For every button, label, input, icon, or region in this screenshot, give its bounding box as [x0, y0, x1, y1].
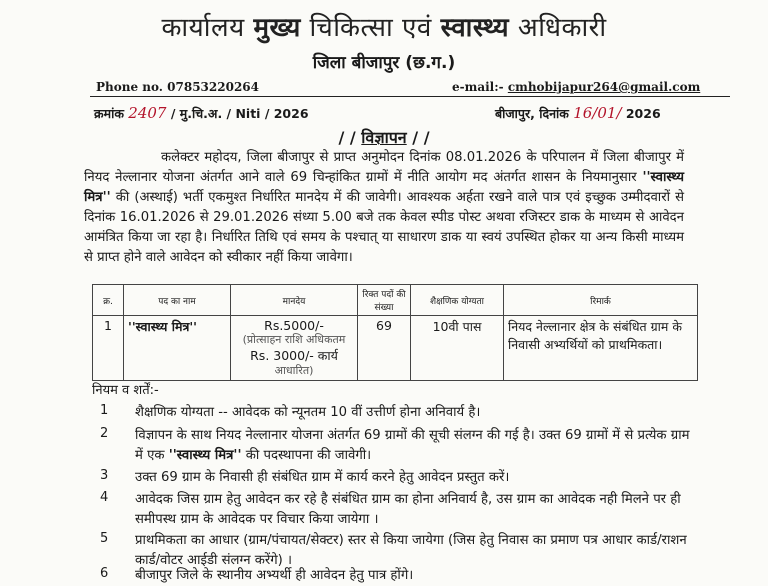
heading-text: विज्ञापन — [361, 128, 407, 147]
pay-incentive: Rs. 3000/- कार्य — [250, 348, 338, 363]
cell-vacancies: 69 — [358, 316, 411, 381]
reference-prefix: क्रमांक — [94, 106, 124, 121]
condition-text: की पदस्थापना की जावेगी। — [245, 448, 372, 463]
pay-note: आधारित) — [274, 364, 314, 377]
condition-number: 1 — [100, 403, 109, 418]
notice-heading — [0, 126, 768, 148]
cell-sno: 1 — [93, 316, 124, 381]
pay-amount: Rs.5000/- — [264, 318, 324, 333]
reference-suffix: / मु.चि.अ. / Niti / 2026 — [170, 106, 309, 121]
title-word: अधिकारी — [517, 13, 607, 43]
condition-item: उक्त 69 ग्राम के निवासी ही संबंधित ग्राम में कार्य करने हेतु आवेदन प्रस्तुत करें। — [135, 470, 510, 485]
col-header-vacancies: रिक्त पदों की संख्या — [358, 285, 411, 316]
title-word: स्वास्थ्य — [440, 13, 510, 43]
conditions-heading: नियम व शर्तें:- — [92, 383, 159, 398]
condition-text: विज्ञापन के साथ नियद नेल्लानार योजना अंतर्गत 69 ग्रामों की सूची संलग्न की गई है। उक्त 69 ग्रामों में से प्रत्येक ग्राम में एक — [135, 428, 690, 463]
paragraph-text: की (अस्थाई) भर्ती एकमुश्त निर्धारित मानदेय में की जावेगी। आवश्यक अर्हता रखने वाले पात्र एवं इच्छुक उम्मीदवारों से दिनांक 16.01.2026 से 29.01.2026 संध्या 5.00 बजे तक केवल स्पीड पोस्ट अथवा रजिस्टर डाक के माध्यम से आवेदन आमंत्रित किया जा रहा है। निर्धारित तिथि एवं समय के पश्चात् या साधारण डाक या स्वयं उपस्थित होकर या अन्य किसी माध्यम से प्राप्त होने वाले आवेदन को स्वीकार नहीं किया जावेगा। — [84, 190, 684, 265]
email-line — [452, 80, 700, 94]
title-word: कार्यालय — [161, 13, 245, 43]
condition-item: बीजापुर जिले के स्थानीय अभ्यर्थी ही आवेदन हेतु पात्र होंगे। — [135, 568, 414, 583]
col-header-sno: क्र. — [93, 285, 124, 316]
condition-item: प्राथमिकता का आधार (ग्राम/पंचायत/सेक्टर) स्तर से किया जायेगा (जिस हेतु निवास का प्रमाण पत्र आधार कार्ड/राशन कार्ड/वोटर आईडी संलग्न करेंगे) । — [135, 533, 687, 568]
cell-pay — [231, 316, 358, 381]
condition-item: आवेदक जिस ग्राम हेतु आवेदन कर रहे है संबंधित ग्राम का होना अनिवार्य है, उस ग्राम का आवेदक नही मिलने पर ही समीपस्थ ग्राम के आवेदक पर विचार किया जायेगा । — [135, 492, 681, 527]
email-address[interactable]: cmhobijapur264@gmail.com — [507, 80, 701, 94]
post-name-bold: ''स्वास्थ्य मित्र'' — [84, 170, 684, 205]
condition-number: 2 — [100, 426, 109, 441]
email-label: e-mail:- — [452, 80, 504, 94]
condition-number: 3 — [100, 468, 109, 483]
vacancy-table — [92, 284, 698, 381]
heading-slashes: / / — [412, 128, 430, 147]
cell-post: ''स्वास्थ्य मित्र'' — [124, 316, 231, 381]
notice-paragraph — [84, 148, 684, 268]
pay-note: (प्रोत्साहन राशि अधिकतम — [242, 333, 346, 346]
reference-date — [495, 104, 661, 122]
header-divider — [90, 96, 730, 97]
table-row — [93, 316, 698, 381]
condition-number: 6 — [100, 566, 109, 581]
cell-remark: नियद नेल्लानार क्षेत्र के संबंधित ग्राम के निवासी अभ्यर्थियों को प्राथमिकता। — [504, 316, 698, 381]
col-header-qualification: शैक्षणिक योग्यता — [411, 285, 504, 316]
cell-qualification: 10वी पास — [411, 316, 504, 381]
col-header-remark: रिमार्क — [504, 285, 698, 316]
title-word: चिकित्सा एवं — [309, 13, 432, 43]
handwritten-date: 16/01/ — [573, 104, 622, 122]
paragraph-text: कलेक्टर महोदय, जिला बीजापुर से प्राप्त अनुमोदन दिनांक 08.01.2026 के परिपालन में जिला बीजापुर में नियद नेल्लानार योजना अंतर्गत आने वाले 69 चिन्हांकित ग्रामों में नीति आयोग मद अंतर्गत शासन के नियमानुसार — [84, 150, 684, 185]
heading-slashes: / / — [338, 128, 356, 147]
condition-item — [135, 426, 695, 466]
office-title — [0, 8, 768, 44]
phone-number: Phone no. 07853220264 — [96, 80, 260, 94]
post-name-bold: ''स्वास्थ्य मित्र'' — [168, 448, 242, 463]
title-word: मुख्य — [253, 13, 301, 43]
condition-item: शैक्षणिक योग्यता -- आवेदक को न्यूनतम 10 वीं उत्तीर्ण होना अनिवार्य है। — [135, 405, 481, 420]
col-header-post: पद का नाम — [124, 285, 231, 316]
handwritten-number: 2407 — [128, 104, 167, 122]
reference-number — [94, 104, 309, 122]
district-name: जिला बीजापुर (छ.ग.) — [312, 53, 456, 73]
condition-number: 5 — [100, 531, 109, 546]
table-header-row — [93, 285, 698, 316]
place-label: बीजापुर, दिनांक — [495, 106, 569, 121]
condition-number: 4 — [100, 490, 109, 505]
date-year: 2026 — [625, 106, 661, 121]
col-header-pay: मानदेय — [231, 285, 358, 316]
